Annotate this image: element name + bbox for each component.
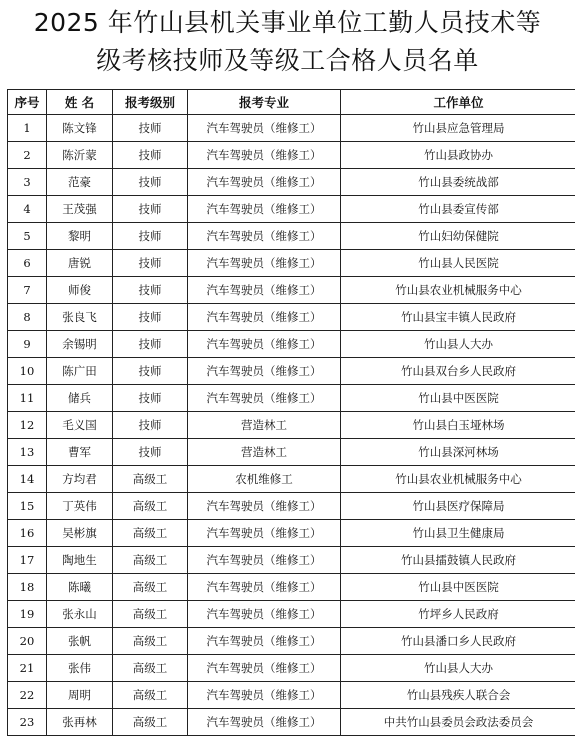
table-row <box>8 115 575 142</box>
cell-index: 16 <box>8 520 47 547</box>
header-unit: 工作单位 <box>341 90 575 115</box>
cell-major: 营造林工 <box>188 439 341 466</box>
cell-major: 农机维修工 <box>188 466 341 493</box>
table-row <box>8 655 575 682</box>
cell-index: 11 <box>8 385 47 412</box>
cell-index: 15 <box>8 493 47 520</box>
cell-index: 2 <box>8 142 47 169</box>
cell-level: 技师 <box>113 250 188 277</box>
cell-unit: 竹山县政协办 <box>341 142 575 169</box>
cell-major: 汽车驾驶员（维修工） <box>188 601 341 628</box>
cell-name: 唐锐 <box>47 250 113 277</box>
cell-level: 高级工 <box>113 682 188 709</box>
cell-level: 技师 <box>113 358 188 385</box>
cell-name: 黎明 <box>47 223 113 250</box>
cell-index: 3 <box>8 169 47 196</box>
table-row <box>8 331 575 358</box>
title-line-2: 级考核技师及等级工合格人员名单 <box>96 46 479 75</box>
cell-level: 技师 <box>113 277 188 304</box>
cell-major: 汽车驾驶员（维修工） <box>188 196 341 223</box>
table-row <box>8 142 575 169</box>
cell-name: 张再林 <box>47 709 113 736</box>
cell-unit: 中共竹山县委员会政法委员会 <box>341 709 575 736</box>
cell-index: 17 <box>8 547 47 574</box>
cell-unit: 竹山县人大办 <box>341 655 575 682</box>
table-row <box>8 574 575 601</box>
cell-major: 汽车驾驶员（维修工） <box>188 655 341 682</box>
table-row <box>8 196 575 223</box>
cell-name: 陶地生 <box>47 547 113 574</box>
cell-major: 汽车驾驶员（维修工） <box>188 250 341 277</box>
cell-unit: 竹山县擂鼓镇人民政府 <box>341 547 575 574</box>
cell-major: 汽车驾驶员（维修工） <box>188 223 341 250</box>
cell-index: 18 <box>8 574 47 601</box>
cell-level: 高级工 <box>113 628 188 655</box>
cell-index: 8 <box>8 304 47 331</box>
cell-level: 技师 <box>113 196 188 223</box>
header-major: 报考专业 <box>188 90 341 115</box>
header-level: 报考级别 <box>113 90 188 115</box>
table-row <box>8 385 575 412</box>
cell-major: 汽车驾驶员（维修工） <box>188 574 341 601</box>
cell-unit: 竹山县人民医院 <box>341 250 575 277</box>
cell-index: 12 <box>8 412 47 439</box>
cell-unit: 竹山县农业机械服务中心 <box>341 466 575 493</box>
cell-level: 技师 <box>113 439 188 466</box>
cell-index: 22 <box>8 682 47 709</box>
cell-unit: 竹山县双台乡人民政府 <box>341 358 575 385</box>
cell-name: 陈沂蒙 <box>47 142 113 169</box>
cell-unit: 竹山县委宣传部 <box>341 196 575 223</box>
cell-name: 王茂强 <box>47 196 113 223</box>
cell-index: 20 <box>8 628 47 655</box>
cell-unit: 竹山县中医医院 <box>341 574 575 601</box>
cell-major: 汽车驾驶员（维修工） <box>188 115 341 142</box>
cell-index: 21 <box>8 655 47 682</box>
cell-level: 技师 <box>113 142 188 169</box>
cell-level: 技师 <box>113 223 188 250</box>
table-row <box>8 223 575 250</box>
cell-unit: 竹山县医疗保障局 <box>341 493 575 520</box>
header-index: 序号 <box>8 90 47 115</box>
cell-major: 汽车驾驶员（维修工） <box>188 682 341 709</box>
table-row <box>8 601 575 628</box>
cell-index: 9 <box>8 331 47 358</box>
cell-name: 储兵 <box>47 385 113 412</box>
cell-unit: 竹山县残疾人联合会 <box>341 682 575 709</box>
table-row <box>8 466 575 493</box>
table-row <box>8 250 575 277</box>
cell-name: 陈文锋 <box>47 115 113 142</box>
table-row <box>8 709 575 736</box>
cell-name: 张永山 <box>47 601 113 628</box>
cell-index: 10 <box>8 358 47 385</box>
cell-unit: 竹山妇幼保健院 <box>341 223 575 250</box>
cell-major: 汽车驾驶员（维修工） <box>188 628 341 655</box>
cell-name: 方均君 <box>47 466 113 493</box>
cell-level: 高级工 <box>113 574 188 601</box>
cell-name: 范豪 <box>47 169 113 196</box>
cell-level: 高级工 <box>113 466 188 493</box>
cell-index: 13 <box>8 439 47 466</box>
cell-unit: 竹坪乡人民政府 <box>341 601 575 628</box>
cell-index: 6 <box>8 250 47 277</box>
cell-level: 高级工 <box>113 547 188 574</box>
table-row <box>8 412 575 439</box>
cell-unit: 竹山县潘口乡人民政府 <box>341 628 575 655</box>
cell-level: 技师 <box>113 331 188 358</box>
cell-level: 高级工 <box>113 493 188 520</box>
cell-name: 张良飞 <box>47 304 113 331</box>
cell-unit: 竹山县白玉垭林场 <box>341 412 575 439</box>
cell-level: 技师 <box>113 304 188 331</box>
cell-unit: 竹山县农业机械服务中心 <box>341 277 575 304</box>
cell-index: 7 <box>8 277 47 304</box>
table-row <box>8 169 575 196</box>
cell-major: 汽车驾驶员（维修工） <box>188 520 341 547</box>
cell-unit: 竹山县卫生健康局 <box>341 520 575 547</box>
table-row <box>8 439 575 466</box>
table-row <box>8 520 575 547</box>
table-header-row <box>8 90 575 115</box>
cell-index: 5 <box>8 223 47 250</box>
cell-name: 余锡明 <box>47 331 113 358</box>
table-row <box>8 682 575 709</box>
cell-major: 汽车驾驶员（维修工） <box>188 547 341 574</box>
roster-table <box>7 89 575 736</box>
header-name: 姓 名 <box>47 90 113 115</box>
cell-name: 师俊 <box>47 277 113 304</box>
cell-major: 汽车驾驶员（维修工） <box>188 358 341 385</box>
table-body <box>8 115 575 736</box>
cell-name: 陈广田 <box>47 358 113 385</box>
cell-level: 高级工 <box>113 601 188 628</box>
cell-unit: 竹山县中医医院 <box>341 385 575 412</box>
cell-unit: 竹山县深河林场 <box>341 439 575 466</box>
cell-major: 汽车驾驶员（维修工） <box>188 331 341 358</box>
cell-unit: 竹山县应急管理局 <box>341 115 575 142</box>
cell-name: 吴彬旗 <box>47 520 113 547</box>
cell-index: 14 <box>8 466 47 493</box>
cell-name: 毛义国 <box>47 412 113 439</box>
cell-name: 周明 <box>47 682 113 709</box>
cell-major: 营造林工 <box>188 412 341 439</box>
title-line-1: 2025 年竹山县机关事业单位工勤人员技术等 <box>33 8 542 37</box>
cell-unit: 竹山县人大办 <box>341 331 575 358</box>
cell-level: 高级工 <box>113 709 188 736</box>
cell-major: 汽车驾驶员（维修工） <box>188 709 341 736</box>
page-title <box>0 4 575 80</box>
cell-index: 4 <box>8 196 47 223</box>
cell-level: 高级工 <box>113 520 188 547</box>
cell-major: 汽车驾驶员（维修工） <box>188 169 341 196</box>
cell-major: 汽车驾驶员（维修工） <box>188 493 341 520</box>
table-row <box>8 628 575 655</box>
cell-name: 张伟 <box>47 655 113 682</box>
table-row <box>8 547 575 574</box>
cell-level: 技师 <box>113 115 188 142</box>
cell-level: 技师 <box>113 412 188 439</box>
table-row <box>8 358 575 385</box>
table-row <box>8 277 575 304</box>
cell-name: 张帆 <box>47 628 113 655</box>
cell-major: 汽车驾驶员（维修工） <box>188 304 341 331</box>
cell-unit: 竹山县宝丰镇人民政府 <box>341 304 575 331</box>
cell-level: 高级工 <box>113 655 188 682</box>
table-row <box>8 304 575 331</box>
cell-major: 汽车驾驶员（维修工） <box>188 277 341 304</box>
cell-major: 汽车驾驶员（维修工） <box>188 385 341 412</box>
cell-name: 曹军 <box>47 439 113 466</box>
cell-level: 技师 <box>113 385 188 412</box>
cell-index: 23 <box>8 709 47 736</box>
cell-index: 1 <box>8 115 47 142</box>
cell-unit: 竹山县委统战部 <box>341 169 575 196</box>
cell-major: 汽车驾驶员（维修工） <box>188 142 341 169</box>
cell-name: 丁英伟 <box>47 493 113 520</box>
table-row <box>8 493 575 520</box>
cell-name: 陈曦 <box>47 574 113 601</box>
cell-level: 技师 <box>113 169 188 196</box>
cell-index: 19 <box>8 601 47 628</box>
